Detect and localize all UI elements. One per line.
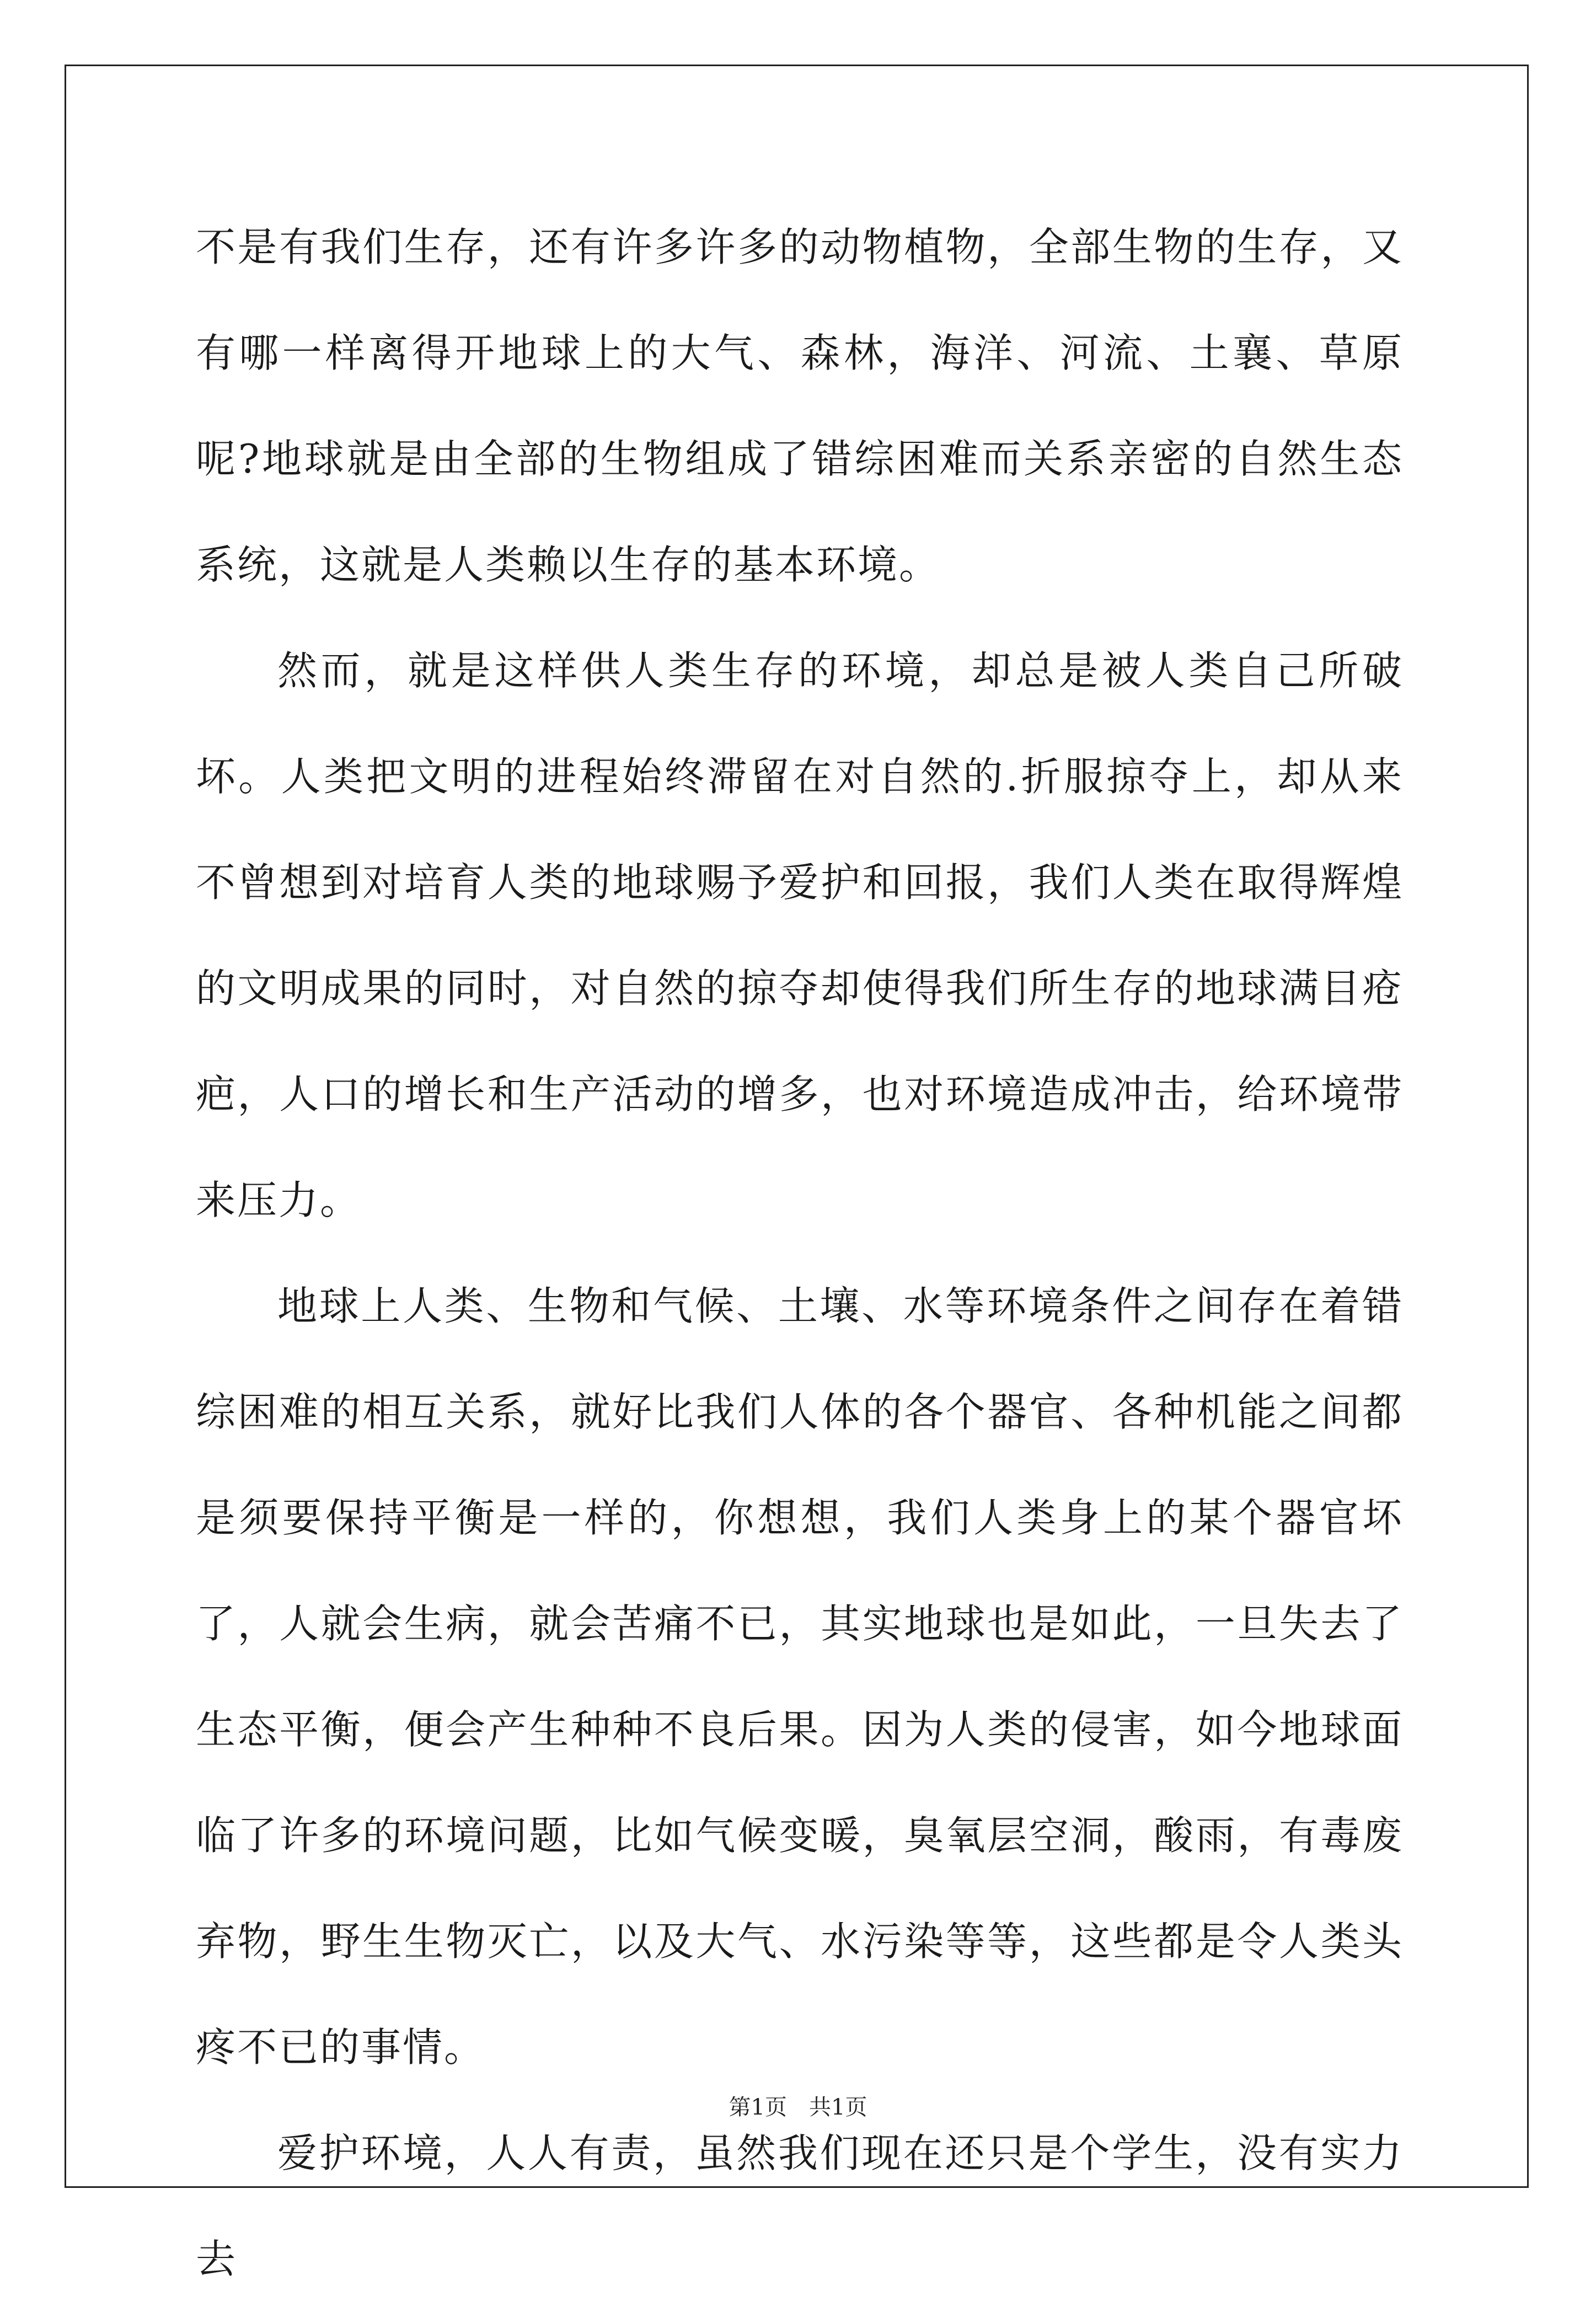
- paragraph-4: 爱护环境，人人有责，虽然我们现在还只是个学生，没有实力去: [196, 2130, 1404, 2282]
- paragraph-1: 不是有我们生存，还有许多许多的动物植物，全部生物的生存，又有哪一样离得开地球上的大气、森林，海洋、河流、土襄、草原呢?地球就是由全部的生物组成了错综困难而关系亲密的自然生态系统，这就是人类赖以生存的基本环境。: [196, 224, 1404, 588]
- document-body: [196, 194, 1404, 2312]
- paragraph-3: 地球上人类、生物和气候、土壤、水等环境条件之间存在着错综困难的相互关系，就好比我们人体的各个器官、各种机能之间都是须要保持平衡是一样的，你想想，我们人类身上的某个器官坏了，人就会生病，就会苦痛不已，其实地球也是如此，一旦失去了生态平衡，便会产生种种不良后果。因为人类的侵害，如今地球面临了许多的环境问题，比如气候变暖，臭氧层空洞，酸雨，有毒废弃物，野生生物灭亡，以及大气、水污染等等，这些都是令人类头疼不已的事情。: [196, 1283, 1404, 2070]
- paragraph-2: 然而，就是这样供人类生存的环境，却总是被人类自己所破坏。人类把文明的进程始终滞留在对自然的.折服掠夺上，却从来不曾想到对培育人类的地球赐予爱护和回报，我们人类在取得辉煌的文明成果的同时，对自然的掠夺却使得我们所生存的地球满目疮疤，人口的增长和生产活动的增多，也对环境造成冲击，给环境带来压力。: [196, 647, 1404, 1223]
- page-total: 共1页: [809, 2095, 867, 2120]
- page-number: 第1页: [729, 2095, 787, 2120]
- page-footer: [0, 2092, 1596, 2123]
